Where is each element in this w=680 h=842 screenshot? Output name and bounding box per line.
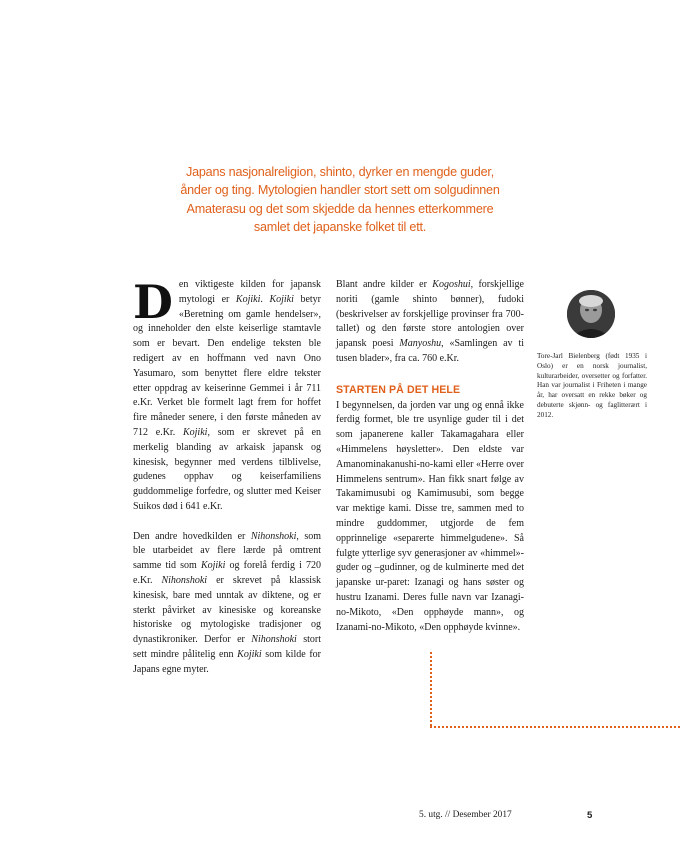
paragraph-other-sources: Blant andre kilder er Kogoshui, forskjellige noriti (gamle shinto bønner), fudoki (beskrivelser av forskjellige provinser fra 700-tallet) og den første store antologien over japansk poesi Manyoshu, «Samlingen av ti tusen blader», fra ca. 760 e.Kr. (336, 279, 524, 364)
author-portrait (567, 290, 615, 338)
footer-issue: 5. utg. // Desember 2017 (419, 810, 512, 820)
section-heading: STARTEN PÅ DET HELE (336, 383, 461, 396)
paragraph-kojiki (133, 275, 322, 515)
decorative-dotted-line-horizontal (430, 726, 680, 728)
left-column (133, 275, 322, 678)
author-caption: Tore-Jarl Bielenberg (født 1935 i Oslo) er en norsk journalist, kulturarbeider, oversetter og forfatter. Han var journalist i Friheten i mange år, har oversatt en rekke bøker og debuterte skjønn- og faglitterært i 2012. (537, 352, 647, 419)
page-number: 5 (587, 810, 593, 821)
drop-cap: D (133, 275, 173, 329)
decorative-dotted-line-vertical (430, 652, 432, 726)
paragraph-kojiki-text: en viktigeste kilden for japansk mytologi er Kojiki. Kojiki betyr «Beretning om gamle hendelser», og inneholder den elste keiserlige stamtavle som er bevart. Den endelige teksten ble redigert av en hoffmann ved navn Ono Yasumaro, som benyttet flere eldre tekster etter oppdrag av keiserinne Gemmei i år 711 e.Kr. Verket ble formelt lagt frem for hoffet fire måneder senere, i den første måneden av 712 e.Kr. Kojiki, som er skrevet på en merkelig blanding av arkaisk japansk og kinesisk, begynner med verdens tilblivelse, gudenes opphav og keiserfamiliens guddommelige forfedre, og slutter med Keiser Suikos død i 641 e.Kr. (133, 279, 322, 512)
intro-lead: Japans nasjonalreligion, shinto, dyrker en mengde guder, ånder og ting. Mytologien handler stort sett om solgudinnen Amaterasu og det som skjedde da hennes etterkommere samlet det japanske folket til ett. (180, 165, 500, 234)
paragraph-nihonshoki: Den andre hovedkilden er Nihonshoki, som ble utarbeidet av flere lærde på omtrent samme tid som Kojiki og forelå ferdig i 720 e.Kr. Nihonshoki er skrevet på klassisk kinesisk, bare med unntak av diktene, og er sterkt påvirket av kinesiske og koreanske historiske og mytologiske tradisjoner og dynastikroniker. Derfor er Nihonshoki stort sett mindre pålitelig enn Kojiki som kilde for Japans egne myter. (133, 530, 322, 675)
paragraph-creation: I begynnelsen, da jorden var ung og ennå ikke ferdig formet, ble tre usynlige guder til i det som japanerene kaller Takamagahara eller «Himmelens høysletter». Den eldste var Amanominakanushi-no-kami eller «Herre over Himmelens sentrum». Han fikk snart følge av Takamimusubi og Kamimusubi, som begge var mektige kami. Disse tre, sammen med to mindre guddommer, utgjorde de fem opprinnelige «separerte himmelgudene». Så fulgte ytterlige syv generasjoner av «himmel»-guder og –gudinner, og de kulminerte med det japanske ur-paret: Izanagi og hans søster og hustru Izanami. Deres fulle navn var Izanagi-no-Mikoto, «Den opphøyde mann», og Izanami-no-Mikoto, «Den opphøyde kvinne». (336, 399, 524, 633)
middle-column (336, 278, 524, 635)
